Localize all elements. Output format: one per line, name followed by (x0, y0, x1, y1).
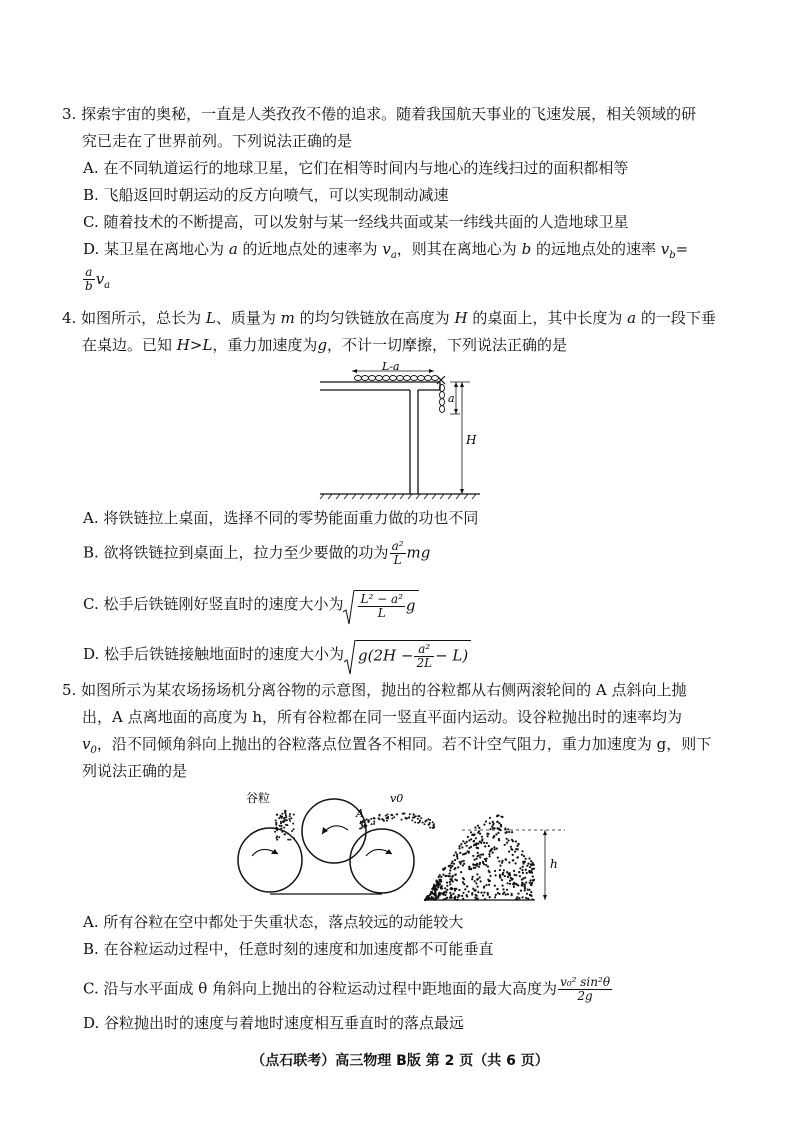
q5-fig-label-h: h (550, 857, 558, 871)
q5-option-b: B. 在谷粒运动过程中，任意时刻的速度和加速度都不可能垂直 (83, 940, 494, 958)
q4-option-b: B. 欲将铁链拉到桌面上，拉力至少要做的功为 $\frac{\text{a²}}{L}$ mg (83, 539, 431, 567)
page-footer: （点石联考）高三物理 B版 第 2 页（共 6 页） (251, 1053, 549, 1069)
q5-fig-label-grain: 谷粒 (246, 791, 271, 805)
q4-option-d: D. 松手后铁链接触地面时的速度大小为 g(2H − $\frac{\text{a²}}{2L}$ − L) (83, 640, 471, 670)
q3-option-b: B. 飞船返回时朝运动的反方向喷气，可以实现制动减速 (83, 186, 449, 204)
q5-stem-line1: 5. 如图所示为某农场扬场机分离谷物的示意图，抛出的谷粒都从右侧两滚轮间的 A 点斜向上抛 (62, 681, 687, 699)
q4-chain-figure (300, 362, 500, 502)
q3-option-d: D. 某卫星在离地心为 a 的近地点处的速率为 $v_a$，则其在离地心为 b 的远地点处的速率 $v_b=$ (83, 240, 689, 261)
q4-fig-label-La: L-a (382, 362, 400, 373)
q5-stem-line4: 列说法正确的是 (82, 762, 188, 780)
q5-option-c: C. 沿与水平面成 θ 角斜向上抛出的谷粒运动过程中距地面的最大高度为 $\frac{\text{v₀² sin²θ}}{2g}$ (83, 975, 611, 1003)
q3-option-c: C. 随着技术的不断提高，可以发射与某一经线共面或某一纬线共面的人造地球卫星 (83, 213, 629, 231)
q3-option-d-formula: $\frac{a}{b}$ $v_a$ (85, 265, 111, 293)
q5-winnower-figure (230, 790, 590, 905)
q4-stem-line2: 在桌边。已知 H>L，重力加速度为g，不计一切摩擦，下列说法正确的是 (82, 336, 568, 354)
q3-stem-line1: 3. 探索宇宙的奥秘，一直是人类孜孜不倦的追求。随着我国航天事业的飞速发展，相关领域的研 (62, 105, 697, 123)
q3-option-a: A. 在不同轨道运行的地球卫星，它们在相等时间内与地心的连线扫过的面积都相等 (83, 159, 629, 177)
q5-fig-label-A: A (356, 807, 364, 820)
q5-fig-label-v0: v0 (390, 792, 404, 805)
q5-option-a: A. 所有谷粒在空中都处于失重状态，落点较远的动能较大 (83, 913, 464, 931)
q5-option-d: D. 谷粒抛出时的速度与着地时速度相互垂直时的落点最远 (83, 1014, 465, 1032)
q4-option-c: C. 松手后铁链刚好竖直时的速度大小为 $\frac{\text{L² − a²}}{L}$ g (83, 590, 419, 620)
q5-stem-line2: 出，A 点离地面的高度为 h，所有谷粒都在同一竖直平面内运动。设谷粒抛出时的速率均为 (82, 708, 683, 726)
q4-stem-line1: 4. 如图所示，总长为 L、质量为 m 的均匀铁链放在高度为 H 的桌面上，其中长度为 a 的一段下垂 (62, 309, 716, 327)
q5-stem-line3: $v_0$，沿不同倾角斜向上抛出的谷粒落点位置各不相同。若不计空气阻力，重力加速度为 g，则下 (82, 735, 712, 756)
q4-fig-label-H: H (466, 433, 477, 447)
q3-stem-line2: 究已走在了世界前列。下列说法正确的是 (82, 132, 353, 150)
q4-option-a: A. 将铁链拉上桌面，选择不同的零势能面重力做的功也不同 (83, 509, 479, 527)
q4-fig-label-a: a (448, 392, 455, 405)
